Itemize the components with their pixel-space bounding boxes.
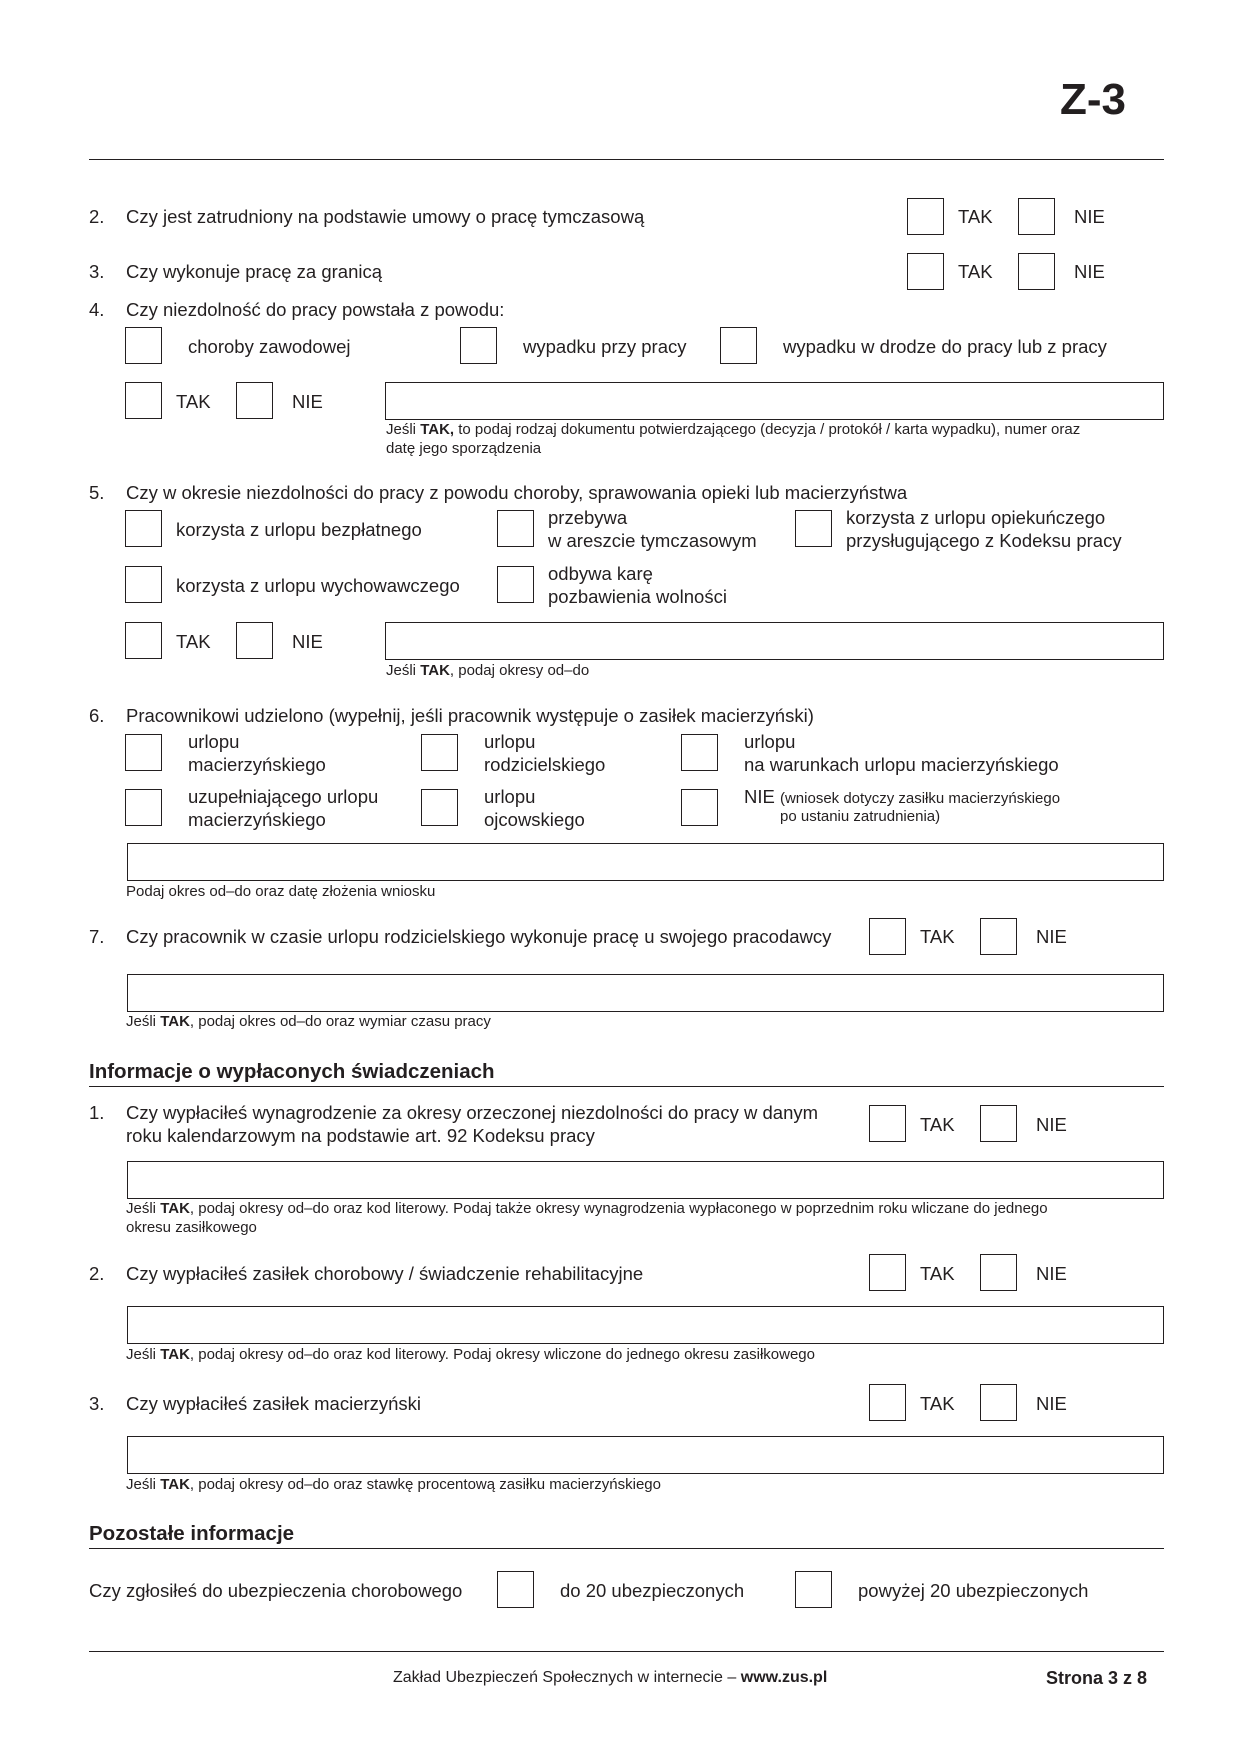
b1-text-2: roku kalendarzowym na podstawie art. 92 Kodeksu pracy [126,1125,595,1146]
b3-number: 3. [89,1393,105,1414]
q4-yes-label: TAK [176,391,211,412]
other-question-text: Czy zgłosiłeś do ubezpieczenia chorobowego [89,1580,463,1601]
q6-parental-leave-label-2: rodzicielskiego [484,754,606,775]
q2-no-label: NIE [1074,206,1105,227]
form-code: Z-3 [1060,75,1126,124]
q6-paternity-leave-label-1: urlopu [484,786,536,807]
other-over-20-label: powyżej 20 ubezpieczonych [858,1580,1089,1601]
q7-no-label: NIE [1036,926,1067,947]
footer-text: Zakład Ubezpieczeń Społecznych w internecie – www.zus.pl [393,1669,828,1686]
b3-yes-checkbox[interactable] [869,1384,906,1421]
q4-hint: Jeśli TAK, to podaj rodzaj dokumentu potwierdzającego (decyzja / protokół / karta wypadku), numer oraz [386,421,1081,438]
b2-yes-label: TAK [920,1263,955,1284]
q6-paternity-leave-checkbox[interactable] [421,789,458,826]
b3-text: Czy wypłaciłeś zasiłek macierzyński [126,1393,422,1414]
q3-text: Czy wykonuje pracę za granicą [126,261,383,282]
q2-number: 2. [89,206,105,227]
b1-no-label: NIE [1036,1114,1067,1135]
q7-hint: Jeśli TAK, podaj okres od–do oraz wymiar czasu pracy [126,1013,491,1030]
q6-maternity-leave-label-1: urlopu [188,731,240,752]
b1-yes-checkbox[interactable] [869,1105,906,1142]
b1-number: 1. [89,1102,105,1123]
b3-no-checkbox[interactable] [980,1384,1017,1421]
b1-periods-field[interactable] [127,1161,1164,1199]
page-number: Strona 3 z 8 [1046,1668,1148,1688]
b2-no-label: NIE [1036,1263,1067,1284]
q5-unpaid-leave-label: korzysta z urlopu bezpłatnego [176,519,422,540]
b1-yes-label: TAK [920,1114,955,1135]
q4-commute-accident-checkbox[interactable] [720,327,757,364]
q6-parental-leave-checkbox[interactable] [421,734,458,771]
q6-none-note-line2: po ustaniu zatrudnienia) [780,808,941,825]
q2-text: Czy jest zatrudniony na podstawie umowy o pracę tymczasową [126,206,645,227]
q7-yes-label: TAK [920,926,955,947]
q5-unpaid-leave-checkbox[interactable] [125,510,162,547]
b3-no-label: NIE [1036,1393,1067,1414]
footer-divider [89,1651,1164,1652]
q7-period-field[interactable] [127,974,1164,1012]
b2-text: Czy wypłaciłeś zasiłek chorobowy / świadczenie rehabilitacyjne [126,1263,644,1284]
q5-prison-checkbox[interactable] [497,566,534,603]
q4-occupational-disease-label: choroby zawodowej [188,336,351,357]
q6-paternity-leave-label-2: ojcowskiego [484,809,585,830]
q5-childcare-leave-checkbox[interactable] [125,566,162,603]
q6-maternity-conditions-label-1: urlopu [744,731,796,752]
b2-periods-field[interactable] [127,1306,1164,1344]
b2-no-checkbox[interactable] [980,1254,1017,1291]
b1-hint-line2: okresu zasiłkowego [126,1219,257,1236]
q3-yes-label: TAK [958,261,993,282]
q5-arrest-label-1: przebywa [548,507,628,528]
q4-occupational-disease-checkbox[interactable] [125,327,162,364]
q6-supplementary-leave-label-1: uzupełniającego urlopu [188,786,379,807]
q6-text: Pracownikowi udzielono (wypełnij, jeśli pracownik występuje o zasiłek macierzyński) [126,705,814,726]
q4-hint-line2: datę jego sporządzenia [386,440,542,457]
other-upto-20-checkbox[interactable] [497,1571,534,1608]
other-upto-20-label: do 20 ubezpieczonych [560,1580,745,1601]
b1-hint: Jeśli TAK, podaj okresy od–do oraz kod literowy. Podaj także okresy wynagrodzenia wypłaconego w poprzednim roku wliczane do jednego [126,1200,1048,1217]
q7-number: 7. [89,926,105,947]
q5-number: 5. [89,482,105,503]
q4-no-label: NIE [292,391,323,412]
q2-no-checkbox[interactable] [1018,198,1055,235]
q7-yes-checkbox[interactable] [869,918,906,955]
q5-care-leave-label-1: korzysta z urlopu opiekuńczego [846,507,1106,528]
q5-arrest-label-2: w areszcie tymczasowym [548,530,757,551]
b3-periods-field[interactable] [127,1436,1164,1474]
section-benefits-divider [89,1086,1164,1087]
q5-text: Czy w okresie niezdolności do pracy z powodu choroby, sprawowania opieki lub macierzyństwa [126,482,908,503]
q2-yes-label: TAK [958,206,993,227]
q6-supplementary-leave-checkbox[interactable] [125,789,162,826]
q5-arrest-checkbox[interactable] [497,510,534,547]
q6-none-note: (wniosek dotyczy zasiłku macierzyńskiego [779,790,1061,807]
q2-yes-checkbox[interactable] [907,198,944,235]
q3-no-label: NIE [1074,261,1105,282]
b2-number: 2. [89,1263,105,1284]
header-divider [89,159,1164,160]
section-benefits-heading: Informacje o wypłaconych świadczeniach [89,1060,495,1083]
q5-prison-label-1: odbywa karę [548,563,653,584]
q3-no-checkbox[interactable] [1018,253,1055,290]
q5-no-checkbox[interactable] [236,622,273,659]
q6-maternity-leave-label-2: macierzyńskiego [188,754,326,775]
b2-yes-checkbox[interactable] [869,1254,906,1291]
q6-supplementary-leave-label-2: macierzyńskiego [188,809,326,830]
other-over-20-checkbox[interactable] [795,1571,832,1608]
q4-yes-checkbox[interactable] [125,382,162,419]
b2-hint: Jeśli TAK, podaj okresy od–do oraz kod literowy. Podaj okresy wliczone do jednego okresu zasiłkowego [126,1346,815,1363]
q5-childcare-leave-label: korzysta z urlopu wychowawczego [176,575,460,596]
q4-document-field[interactable] [385,382,1164,420]
b1-text-1: Czy wypłaciłeś wynagrodzenie za okresy orzeczonej niezdolności do pracy w danym [126,1102,819,1123]
q6-number: 6. [89,705,105,726]
q6-maternity-conditions-label-2: na warunkach urlopu macierzyńskiego [744,754,1059,775]
q7-no-checkbox[interactable] [980,918,1017,955]
q4-no-checkbox[interactable] [236,382,273,419]
section-other-heading: Pozostałe informacje [89,1522,295,1545]
b3-hint: Jeśli TAK, podaj okresy od–do oraz stawkę procentową zasiłku macierzyńskiego [126,1476,661,1493]
section-other-divider [89,1548,1164,1549]
q6-maternity-conditions-checkbox[interactable] [681,734,718,771]
q4-number: 4. [89,299,105,320]
q4-commute-accident-label: wypadku w drodze do pracy lub z pracy [783,336,1107,357]
q3-yes-checkbox[interactable] [907,253,944,290]
b3-yes-label: TAK [920,1393,955,1414]
q5-prison-label-2: pozbawienia wolności [548,586,727,607]
q7-text: Czy pracownik w czasie urlopu rodzicielskiego wykonuje pracę u swojego pracodawcy [126,926,832,947]
q5-hint: Jeśli TAK, podaj okresy od–do [386,662,590,679]
q6-none-checkbox[interactable] [681,789,718,826]
q4-text: Czy niezdolność do pracy powstała z powodu: [126,299,505,320]
q5-yes-checkbox[interactable] [125,622,162,659]
q6-parental-leave-label-1: urlopu [484,731,536,752]
q6-none-label: NIE (wniosek dotyczy zasiłku macierzyńskiego [744,786,1061,807]
q6-hint: Podaj okres od–do oraz datę złożenia wniosku [126,883,436,900]
q6-period-field[interactable] [127,843,1164,881]
q3-number: 3. [89,261,105,282]
q5-yes-label: TAK [176,631,211,652]
q5-care-leave-label-2: przysługującego z Kodeksu pracy [846,530,1122,551]
q6-maternity-leave-checkbox[interactable] [125,734,162,771]
q5-care-leave-checkbox[interactable] [795,510,832,547]
q4-work-accident-checkbox[interactable] [460,327,497,364]
q5-no-label: NIE [292,631,323,652]
q4-work-accident-label: wypadku przy pracy [523,336,687,357]
b1-no-checkbox[interactable] [980,1105,1017,1142]
q5-periods-field[interactable] [385,622,1164,660]
footer-link[interactable]: www.zus.pl [740,1669,828,1686]
